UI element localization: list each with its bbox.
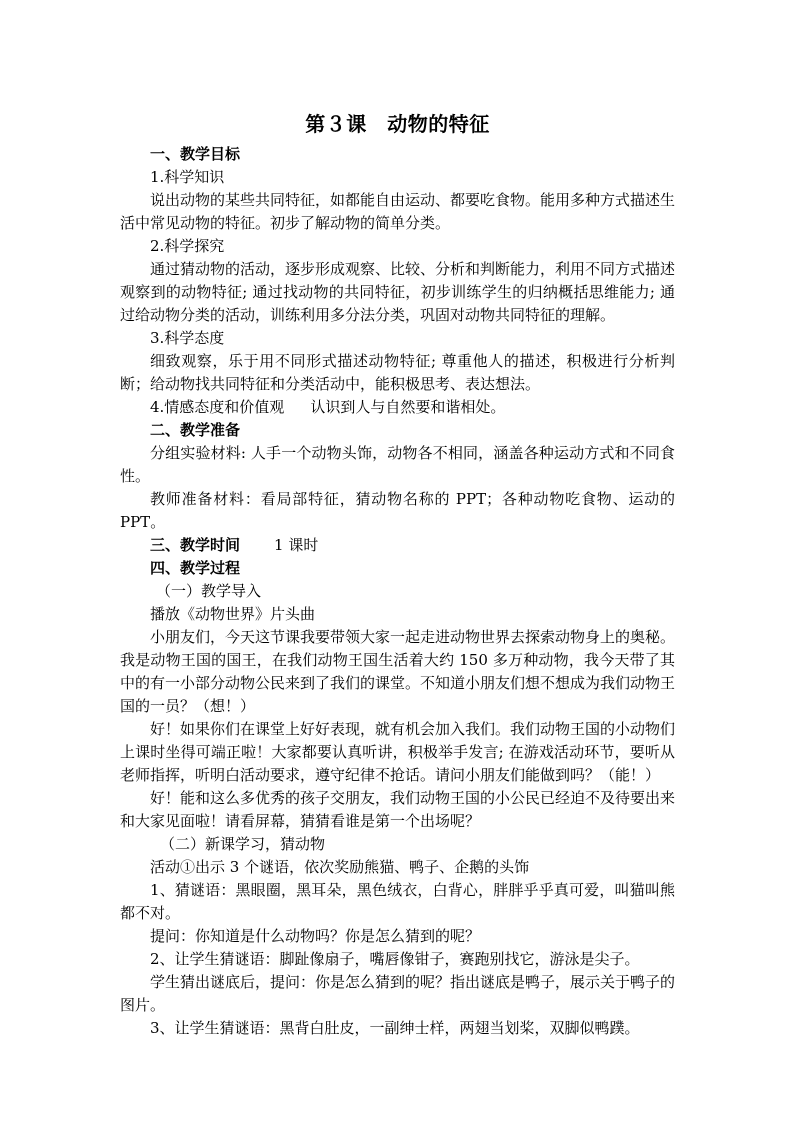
- goal-inquiry-text: 通过猜动物的活动，逐步形成观察、比较、分析和判断能力，利用不同方式描述观察到的动物特征; 通过找动物的共同特征，初步训练学生的归纳概括思维能力; 通过给动物分类的活动，训练利用多分法分类，巩固对动物共同特征的理解。: [120, 260, 676, 324]
- section-heading-preparation: 二、教学准备: [150, 421, 241, 439]
- process-play-music: 播放《动物世界》片头曲: [150, 605, 316, 623]
- lesson-title: 第３课 动物的特征: [305, 112, 490, 136]
- process-paragraph-3: 好！能和这么多优秀的孩子交朋友，我们动物王国的小公民已经迫不及待要出来和大家见面啦！请看屏幕，猜猜看谁是第一个出场呢？: [120, 789, 676, 830]
- goal-knowledge-title: 1.科学知识: [150, 168, 225, 186]
- goal-values-text: 认识到人与自然要和谐相处。: [310, 398, 506, 416]
- goal-attitude-title: 3.科学态度: [150, 329, 225, 347]
- process-part-new-lesson: （二）新课学习，猜动物: [160, 835, 326, 853]
- riddle-1: 1、猜谜语：黑眼圈，黑耳朵，黑色绒衣，白背心，胖胖乎乎真可爱，叫猫叫熊都不对。: [120, 881, 675, 922]
- section-heading-time: 三、教学时间: [150, 536, 241, 554]
- section-heading-process: 四、教学过程: [150, 559, 241, 577]
- section-heading-goals: 一、教学目标: [150, 145, 241, 163]
- riddle-3: 3、让学生猜谜语：黑背白肚皮，一副绅士样，两翅当划桨，双脚似鸭蹼。: [150, 1019, 640, 1037]
- document-content: [120, 100, 675, 1040]
- section-time: [120, 534, 675, 557]
- answer-2: 学生猜出谜底后，提问：你是怎么猜到的呢？指出谜底是鸭子，展示关于鸭子的图片。: [120, 973, 676, 1014]
- prep-group-materials: 分组实验材料: 人手一个动物头饰，动物各不相同，涵盖各种运动方式和不同食性。: [120, 444, 675, 485]
- goal-attitude-text: 细致观察，乐于用不同形式描述动物特征; 尊重他人的描述，积极进行分析判断；给动物找共同特征和分类活动中，能积极思考、表达想法。: [120, 352, 675, 393]
- activity-1: 活动①出示 3 个谜语，依次奖励熊猫、鸭子、企鹅的头饰: [150, 858, 530, 876]
- question-1: 提问：你知道是什么动物吗？你是怎么猜到的呢？: [150, 927, 481, 945]
- goal-values-title: 4.情感态度和价值观: [150, 398, 285, 416]
- goal-inquiry-title: 2.科学探究: [150, 237, 225, 255]
- goal-knowledge-text: 说出动物的某些共同特征，如都能自由运动、都要吃食物。能用多种方式描述生活中常见动物的特征。初步了解动物的简单分类。: [120, 191, 676, 232]
- riddle-2: 2、让学生猜谜语：脚趾像扇子，嘴唇像钳子，赛跑别找它，游泳是尖子。: [150, 950, 640, 968]
- prep-teacher-materials: 教师准备材料：看局部特征，猜动物名称的 PPT；各种动物吃食物、运动的 PPT。: [120, 490, 675, 531]
- process-paragraph-1: 小朋友们，今天这节课我要带领大家一起走进动物世界去探索动物身上的奥秘。我是动物王国的国王，在我们动物王国生活着大约 150 多万种动物，我今天带了其中的有一小部分动物公民来到了我们的课堂。不知道小朋友们想不想成为我们动物王国的一员？（想！）: [120, 628, 676, 715]
- goal-values: [120, 396, 675, 419]
- time-value: 1 课时: [274, 536, 319, 554]
- process-part-intro: （一）教学导入: [156, 582, 262, 600]
- process-paragraph-2: 好！如果你们在课堂上好好表现，就有机会加入我们。我们动物王国的小动物们上课时坐得可端正啦！大家都要认真听讲，积极举手发言; 在游戏活动环节，要听从老师指挥，听明白活动要求，遵守纪律不抢话。请问小朋友们能做到吗？（能！）: [120, 720, 676, 784]
